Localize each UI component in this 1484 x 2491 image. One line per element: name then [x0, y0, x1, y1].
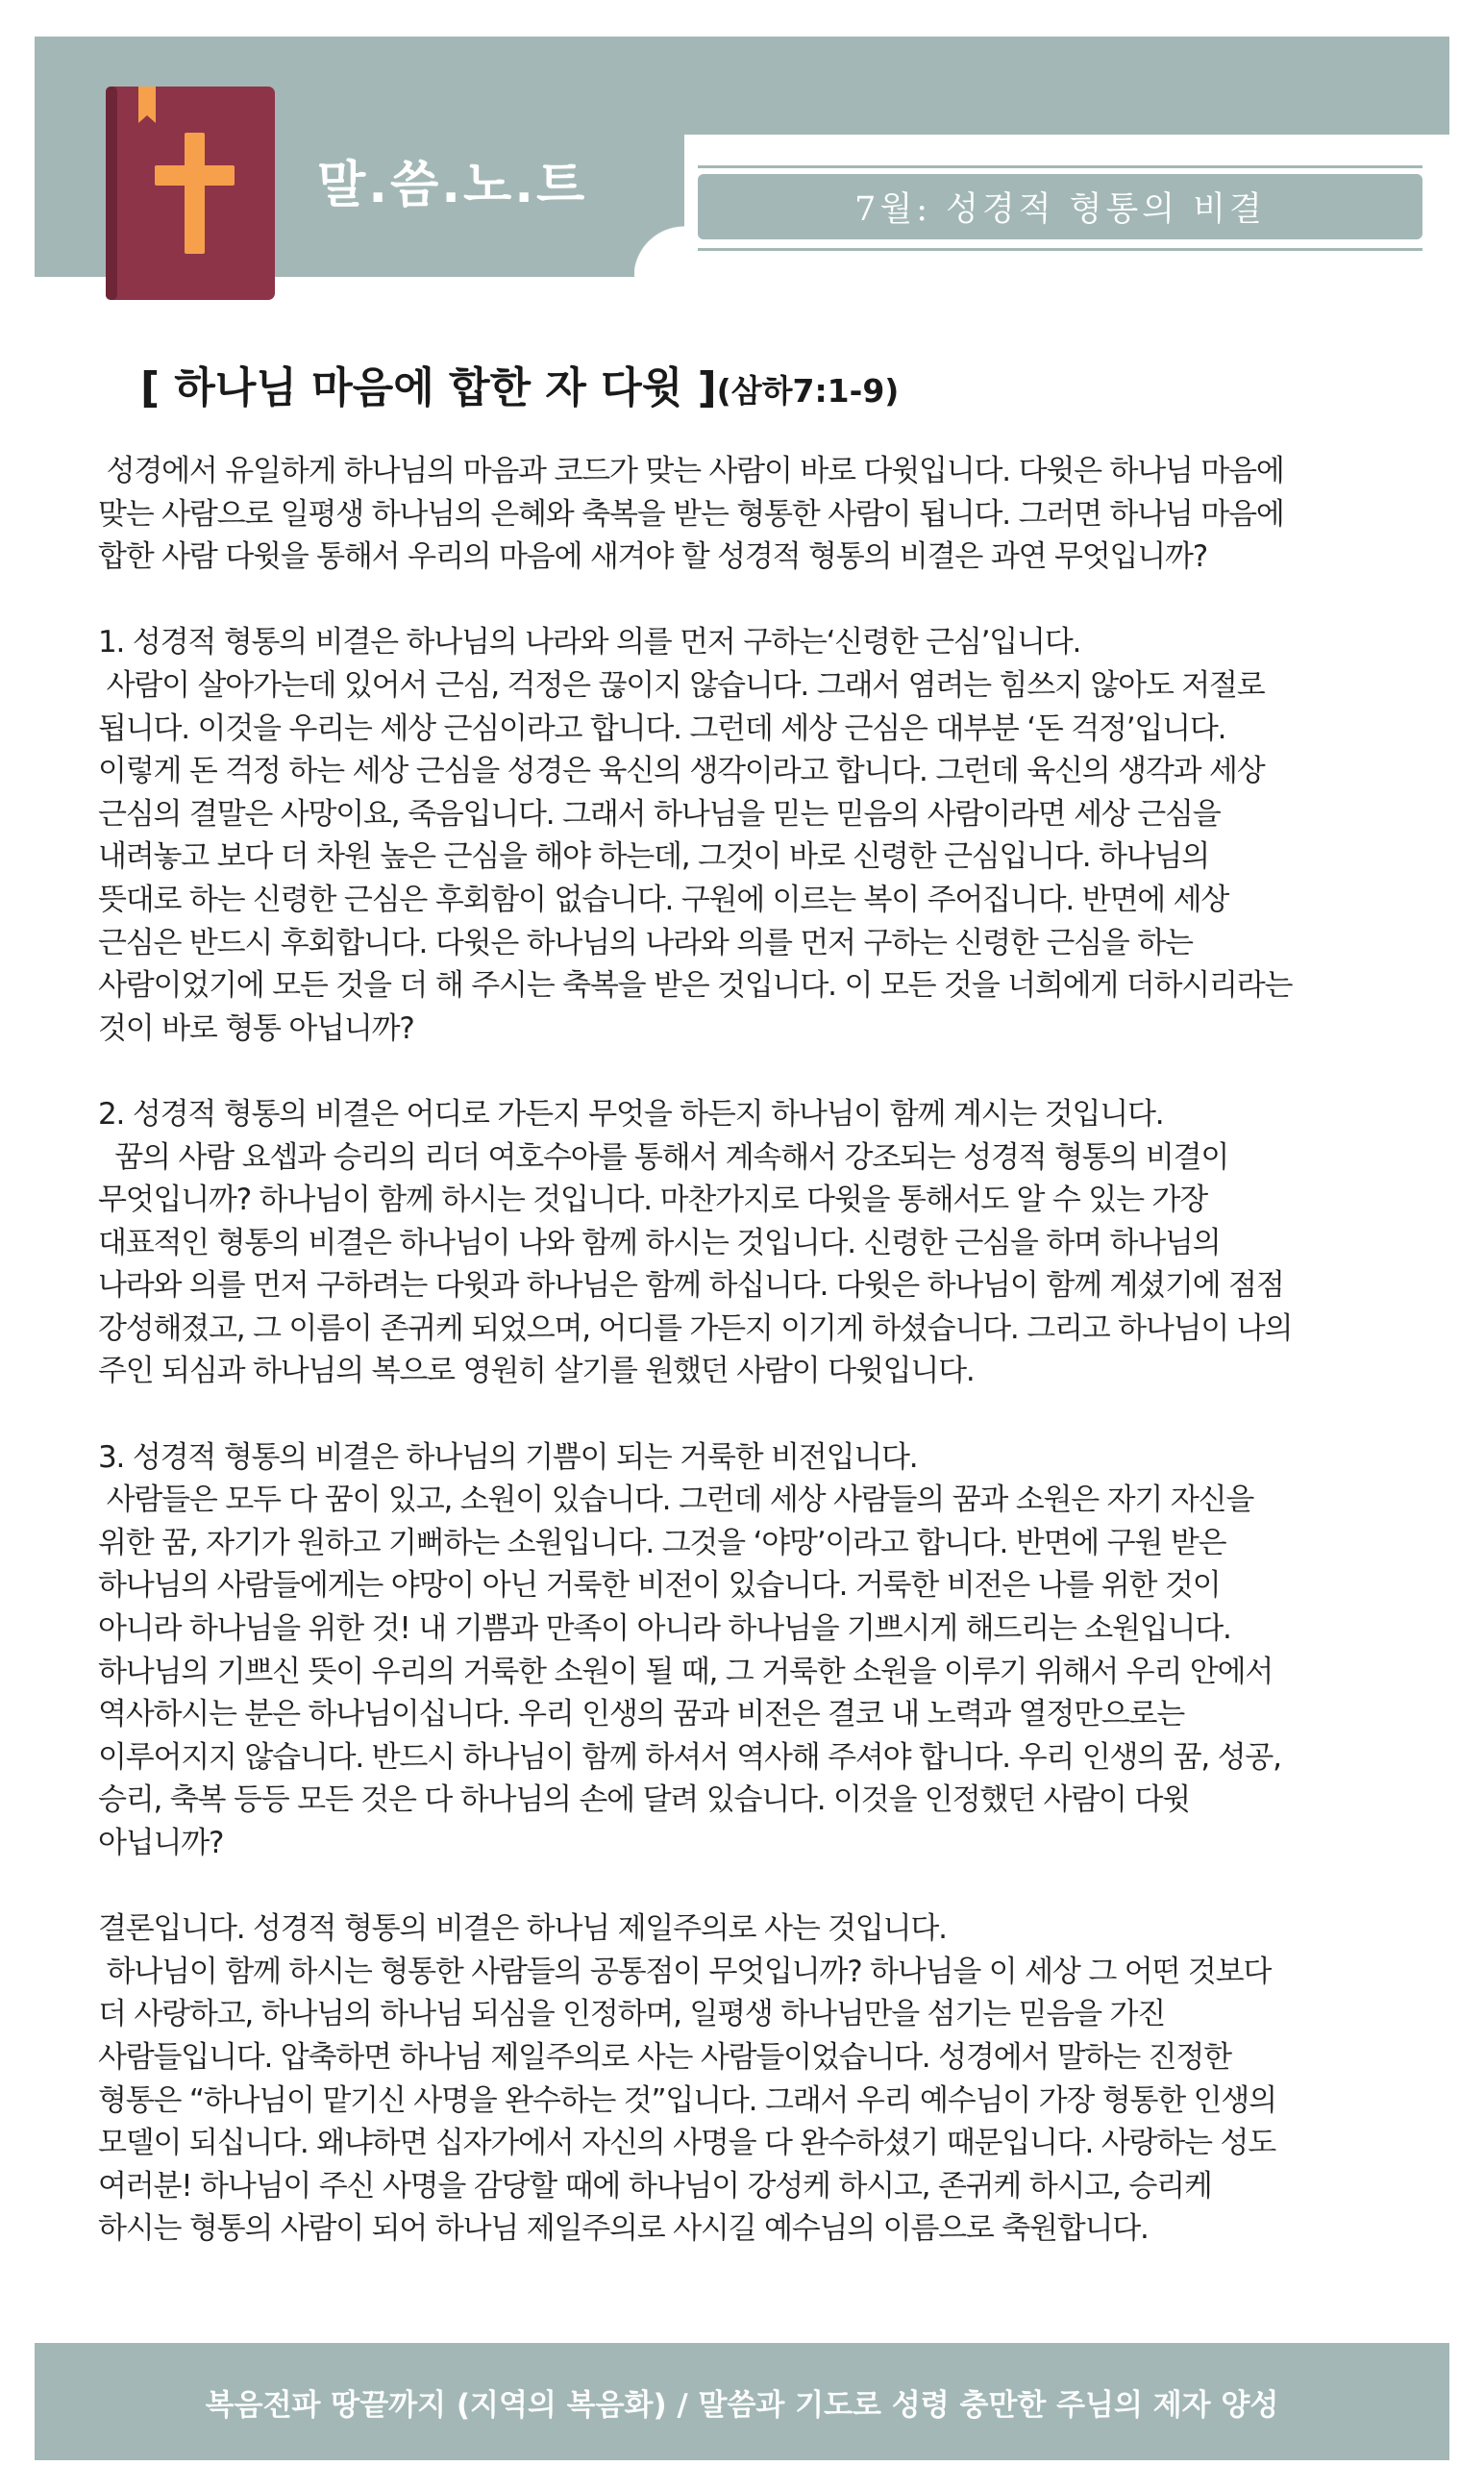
body-line: 더 사랑하고, 하나님의 하나님 되심을 인정하며, 일평생 하나님만을 섬기는 믿음을 가진: [98, 1997, 1165, 2032]
body-line: 1. 성경적 형통의 비결은 하나님의 나라와 의를 먼저 구하는‘신령한 근심’입니다.: [98, 625, 1081, 660]
body-line: 무엇입니까? 하나님이 함께 하시는 것입니다. 마찬가지로 다윗을 통해서도 알 수 있는 가장: [98, 1183, 1207, 1218]
body-line: 역사하시는 분은 하나님이십니다. 우리 인생의 꿈과 비전은 결코 내 노력과 열정만으로는: [98, 1697, 1185, 1732]
footer-banner: [35, 2343, 1449, 2460]
body-line: 뜻대로 하는 신령한 근심은 후회함이 없습니다. 구원에 이르는 복이 주어집니다. 반면에 세상: [98, 882, 1229, 917]
body-line: 모델이 되십니다. 왜냐하면 십자가에서 자신의 사명을 다 완수하셨기 때문입니다. 사랑하는 성도: [98, 2126, 1275, 2161]
body-line: 위한 꿈, 자기가 원하고 기뻐하는 소원입니다. 그것을 ‘야망’이라고 합니다. 반면에 구원 받은: [98, 1525, 1226, 1560]
body-line: 대표적인 형통의 비결은 하나님이 나와 함께 하시는 것입니다. 신령한 근심을 하며 하나님의: [98, 1225, 1221, 1260]
scripture-reference: (삼하7:1-9): [716, 372, 900, 410]
app-title: 말.씀.노.트: [317, 157, 588, 214]
body-line: 사람이었기에 모든 것을 더 해 주시는 축복을 받은 것입니다. 이 모든 것을 너희에게 더하시리라는: [98, 968, 1293, 1004]
body-line: 성경에서 유일하게 하나님의 마음과 코드가 맞는 사람이 바로 다윗입니다. 다윗은 하나님 마음에: [98, 454, 1284, 488]
body-line: 맞는 사람으로 일평생 하나님의 은혜와 축복을 받는 형통한 사람이 됩니다. 그러면 하나님 마음에: [98, 496, 1284, 532]
body-line: 형통은 “하나님이 맡기신 사명을 완수하는 것”입니다. 그래서 우리 예수님이 가장 형통한 인생의: [98, 2082, 1276, 2118]
body-line: 하나님이 함께 하시는 형통한 사람들의 공통점이 무엇입니까? 하나님을 이 세상 그 어떤 것보다: [98, 1954, 1272, 1989]
paragraph-spacer: [98, 1050, 1376, 1093]
body-line: 여러분! 하나님이 주신 사명을 감당할 때에 하나님이 강성케 하시고, 존귀케 하시고, 승리케: [98, 2168, 1212, 2204]
body-line: 하시는 형통의 사람이 되어 하나님 제일주의로 사시길 예수님의 이름으로 축원합니다.: [98, 2211, 1149, 2247]
subtitle-top-rule: [698, 165, 1422, 168]
paragraph-spacer: [98, 579, 1376, 622]
footer-motto: 복음전파 땅끝까지 (지역의 복음화) / 말씀과 기도로 성령 충만한 주님의 제자 양성: [205, 2387, 1279, 2423]
body-line: 사람들입니다. 압축하면 하나님 제일주의로 사는 사람들이었습니다. 성경에서 말하는 진정한: [98, 2039, 1231, 2075]
body-line: 합한 사람 다윗을 통해서 우리의 마음에 새겨야 할 성경적 형통의 비결은 과연 무엇입니까?: [98, 539, 1207, 575]
body-line: 근심의 결말은 사망이요, 죽음입니다. 그래서 하나님을 믿는 믿음의 사람이라면 세상 근심을: [98, 796, 1221, 832]
cross-icon: [185, 133, 205, 254]
bible-book-icon: [106, 87, 275, 300]
body-line: 결론입니다. 성경적 형통의 비결은 하나님 제일주의로 사는 것입니다.: [98, 1911, 947, 1947]
body-line: 아닙니까?: [98, 1826, 224, 1860]
body-line: 2. 성경적 형통의 비결은 어디로 가든지 무엇을 하든지 하나님이 함께 계시는 것입니다.: [98, 1096, 1164, 1132]
body-line: 사람이 살아가는데 있어서 근심, 걱정은 끊이지 않습니다. 그래서 염려는 힘쓰지 않아도 저절로: [98, 667, 1265, 703]
body-line: 3. 성경적 형통의 비결은 하나님의 기쁨이 되는 거룩한 비전입니다.: [98, 1439, 918, 1475]
body-line: 꿈의 사람 요셉과 승리의 리더 여호수아를 통해서 계속해서 강조되는 성경적 형통의 비결이: [98, 1139, 1229, 1175]
body-line: 나라와 의를 먼저 구하려는 다윗과 하나님은 함께 하십니다. 다윗은 하나님이 함께 계셨기에 점점: [98, 1268, 1284, 1304]
body-line: 이렇게 돈 걱정 하는 세상 근심을 성경은 육신의 생각이라고 합니다. 그런데 육신의 생각과 세상: [98, 754, 1265, 789]
body-line: 근심은 반드시 후회합니다. 다윗은 하나님의 나라와 의를 먼저 구하는 신령한 근심을 하는: [98, 925, 1193, 960]
sermon-body: [98, 450, 1376, 2251]
body-line: 내려놓고 보다 더 차원 높은 근심을 해야 하는데, 그것이 바로 신령한 근심입니다. 하나님의: [98, 839, 1210, 875]
paragraph-spacer: [98, 1393, 1376, 1436]
body-line: 승리, 축복 등등 모든 것은 다 하나님의 손에 달려 있습니다. 이것을 인정했던 사람이 다윗: [98, 1782, 1190, 1818]
sermon-title-text: [ 하나님 마음에 합한 자 다윗 ]: [140, 363, 717, 412]
body-line: 아니라 하나님을 위한 것! 내 기쁨과 만족이 아니라 하나님을 기쁘시게 해드리는 소원입니다.: [98, 1611, 1231, 1647]
body-line: 사람들은 모두 다 꿈이 있고, 소원이 있습니다. 그런데 세상 사람들의 꿈과 소원은 자기 자신을: [98, 1482, 1254, 1518]
body-line: 이루어지지 않습니다. 반드시 하나님이 함께 하셔서 역사해 주셔야 합니다. 우리 인생의 꿈, 성공,: [98, 1739, 1281, 1775]
body-line: 주인 되심과 하나님의 복으로 영원히 살기를 원했던 사람이 다윗입니다.: [98, 1354, 975, 1389]
body-line: 것이 바로 형통 아닙니까?: [98, 1010, 414, 1046]
body-line: 됩니다. 이것을 우리는 세상 근심이라고 합니다. 그런데 세상 근심은 대부분 ‘돈 걱정’입니다.: [98, 710, 1226, 746]
body-line: 강성해졌고, 그 이름이 존귀케 되었으며, 어디를 가든지 이기게 하셨습니다. 그리고 하나님이 나의: [98, 1310, 1293, 1346]
body-line: 하나님의 기쁘신 뜻이 우리의 거룩한 소원이 될 때, 그 거룩한 소원을 이루기 위해서 우리 안에서: [98, 1654, 1274, 1689]
sermon-title: [140, 359, 899, 421]
body-line: 하나님의 사람들에게는 야망이 아닌 거룩한 비전이 있습니다. 거룩한 비전은 나를 위한 것이: [98, 1568, 1221, 1604]
subtitle-bottom-rule: [698, 248, 1422, 251]
month-subtitle: 7월: 성경적 형통의 비결: [698, 174, 1422, 239]
paragraph-spacer: [98, 1865, 1376, 1908]
